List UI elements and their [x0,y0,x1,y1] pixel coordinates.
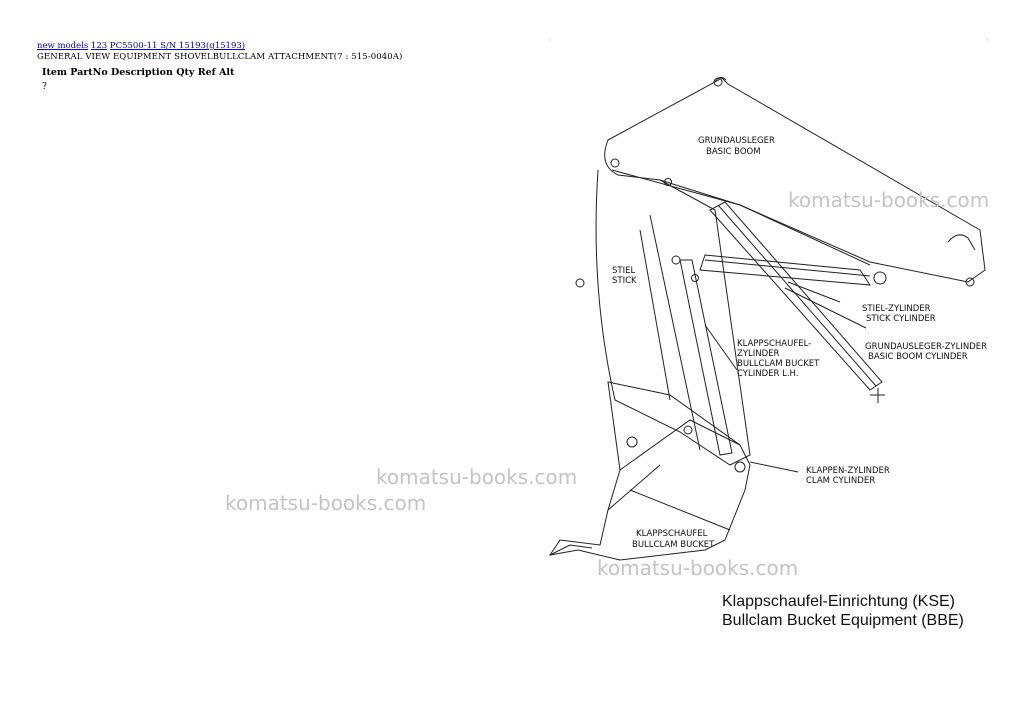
scan-dot: · [986,36,989,45]
label-clam-cylinder-de: KLAPPEN-ZYLINDER [806,466,890,476]
watermark: komatsu-books.com [597,556,799,580]
boom-foot-pin [611,159,619,167]
page-title: GENERAL VIEW EQUIPMENT SHOVELBULLCLAM ATTACHMENT(7 : 515-0040A) [37,52,403,62]
stick-pin [576,279,584,287]
label-bullclam-cylinder-line3: BULLCLAM BUCKET [737,359,820,369]
stick-cylinder-pin [874,272,886,284]
table-row: ? [42,82,47,92]
breadcrumb-link-model[interactable]: PC5500-11 S/N 15193(g15193) [109,41,246,51]
table-header: Item PartNo Description Qty Ref Alt [42,67,235,78]
caption-english: Bullclam Bucket Equipment (BBE) [722,612,964,629]
label-boom-en: BASIC BOOM [706,147,761,157]
breadcrumb-link-123[interactable]: 123 [90,41,108,51]
watermark: komatsu-books.com [225,491,427,515]
label-stick-de: STIEL [612,266,636,276]
basic-boom-outline [605,78,985,282]
label-bucket-de: KLAPPSCHAUFEL [636,529,708,539]
label-boom-de: GRUNDAUSLEGER [698,136,775,146]
breadcrumb-link-new-models[interactable]: new models [37,41,89,51]
caption-german: Klappschaufel-Einrichtung (KSE) [722,593,956,610]
label-stick-cylinder-de: STIEL-ZYLINDER [862,304,931,314]
stick-pin [672,256,680,264]
bucket-pin [684,426,692,434]
bucket-pin [735,462,745,472]
breadcrumb [37,40,245,52]
label-bullclam-cylinder-line4: CYLINDER L.H. [737,369,799,379]
label-clam-cylinder-en: CLAM CYLINDER [806,476,876,486]
bullclam-equipment-drawing [540,70,1010,580]
label-bullclam-cylinder-line1: KLAPPSCHAUFEL- [737,339,812,349]
label-stick-en: STICK [612,276,637,286]
watermark: komatsu-books.com [788,188,990,212]
label-boom-cylinder-en: BASIC BOOM CYLINDER [868,352,968,362]
label-bullclam-cylinder-line2: ZYLINDER [737,349,780,359]
bucket-pin [627,437,637,447]
label-stick-cylinder-en: STICK CYLINDER [866,314,936,324]
label-boom-cylinder-de: GRUNDAUSLEGER-ZYLINDER [865,342,988,352]
watermark: komatsu-books.com [376,465,578,489]
label-bucket-en: BULLCLAM BUCKET [632,540,715,550]
scan-dot: · [548,36,551,45]
stick-outline [596,170,750,465]
